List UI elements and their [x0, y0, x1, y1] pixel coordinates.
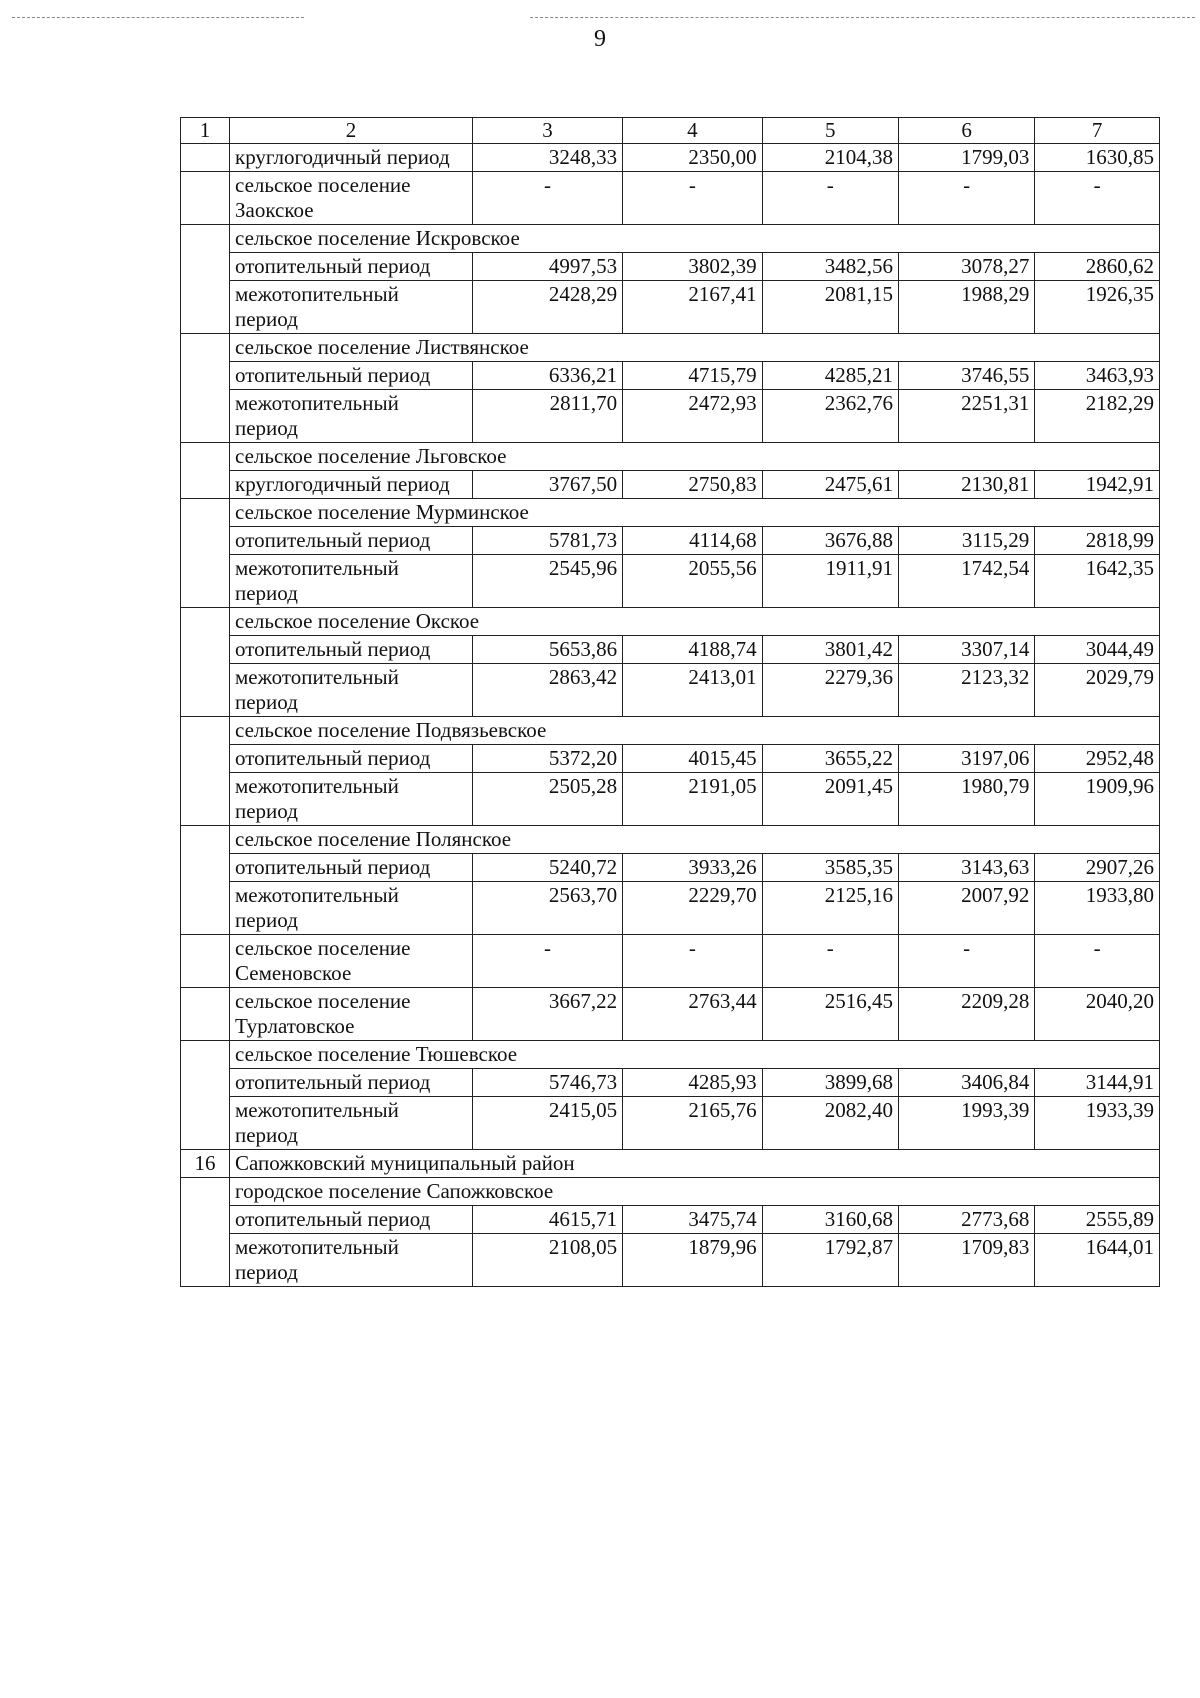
tariff-row: [181, 636, 1160, 664]
value-cell-col6: -: [898, 172, 1034, 225]
settlement-name: сельское поселение Тюшевское: [230, 1041, 1160, 1069]
value-cell-col3: -: [472, 172, 622, 225]
scan-artifact-line-left: [12, 17, 304, 18]
value-cell-col7: 1642,35: [1035, 555, 1160, 608]
value-cell-col3: 3667,22: [472, 988, 622, 1041]
column-number-1: 1: [181, 118, 230, 144]
value-cell-col5: 3655,22: [762, 745, 898, 773]
settlement-header-row: [181, 1041, 1160, 1069]
tariff-row: [181, 144, 1160, 172]
value-cell-col7: -: [1035, 172, 1160, 225]
row-index-cell: [181, 826, 230, 935]
value-cell-col7: 1926,35: [1035, 281, 1160, 334]
value-cell-col7: 2860,62: [1035, 253, 1160, 281]
district-name: Сапожковский муниципальный район: [230, 1150, 1160, 1178]
column-number-header-row: [181, 118, 1160, 144]
value-cell-col5: 2279,36: [762, 664, 898, 717]
value-cell-col5: 2475,61: [762, 471, 898, 499]
settlement-name: сельское поселение Льговское: [230, 443, 1160, 471]
value-cell-col3: 4615,71: [472, 1206, 622, 1234]
value-cell-col4: 2413,01: [623, 664, 763, 717]
district-header-row: [181, 1150, 1160, 1178]
value-cell-col7: 3463,93: [1035, 362, 1160, 390]
settlement-header-row: [181, 826, 1160, 854]
value-cell-col3: 2563,70: [472, 882, 622, 935]
tariff-row: [181, 281, 1160, 334]
row-label: межотопительный период: [230, 882, 473, 935]
value-cell-col3: 5781,73: [472, 527, 622, 555]
value-cell-col4: 2763,44: [623, 988, 763, 1041]
row-index-cell: [181, 443, 230, 499]
value-cell-col6: 1742,54: [898, 555, 1034, 608]
settlement-header-row: [181, 443, 1160, 471]
value-cell-col7: 2040,20: [1035, 988, 1160, 1041]
row-index-cell: [181, 935, 230, 988]
value-cell-col5: 3801,42: [762, 636, 898, 664]
settlement-header-row: [181, 334, 1160, 362]
tariff-row: [181, 555, 1160, 608]
value-cell-col3: 2428,29: [472, 281, 622, 334]
row-label: межотопительный период: [230, 664, 473, 717]
row-label: отопительный период: [230, 636, 473, 664]
settlement-name: сельское поселение Мурминское: [230, 499, 1160, 527]
value-cell-col4: 3475,74: [623, 1206, 763, 1234]
value-cell-col6: 3078,27: [898, 253, 1034, 281]
settlement-name: сельское поселение Окское: [230, 608, 1160, 636]
value-cell-col7: 1933,80: [1035, 882, 1160, 935]
row-index-cell: [181, 1178, 230, 1287]
value-cell-col3: 2415,05: [472, 1097, 622, 1150]
settlement-header-row: [181, 499, 1160, 527]
value-cell-col6: -: [898, 935, 1034, 988]
tariff-row: [181, 362, 1160, 390]
value-cell-col4: 4188,74: [623, 636, 763, 664]
row-label: межотопительный период: [230, 390, 473, 443]
tariff-table: [180, 117, 1160, 1287]
row-label: межотопительный период: [230, 555, 473, 608]
value-cell-col7: 1909,96: [1035, 773, 1160, 826]
value-cell-col5: 1911,91: [762, 555, 898, 608]
value-cell-col3: 5240,72: [472, 854, 622, 882]
value-cell-col7: 2182,29: [1035, 390, 1160, 443]
value-cell-col4: 3802,39: [623, 253, 763, 281]
tariff-table-body: [181, 118, 1160, 1287]
row-label: сельское поселение Семеновское: [230, 935, 473, 988]
value-cell-col6: 2209,28: [898, 988, 1034, 1041]
scan-artifact-line-right: [530, 17, 1195, 18]
row-label: отопительный период: [230, 745, 473, 773]
tariff-row: [181, 773, 1160, 826]
value-cell-col6: 3115,29: [898, 527, 1034, 555]
row-index-cell: [181, 225, 230, 334]
district-index: 16: [181, 1150, 230, 1178]
row-label: отопительный период: [230, 1206, 473, 1234]
value-cell-col6: 1709,83: [898, 1234, 1034, 1287]
value-cell-col5: 2081,15: [762, 281, 898, 334]
value-cell-col4: 4285,93: [623, 1069, 763, 1097]
value-cell-col3: 2108,05: [472, 1234, 622, 1287]
row-label: межотопительный период: [230, 1234, 473, 1287]
value-cell-col5: 3160,68: [762, 1206, 898, 1234]
value-cell-col3: 2505,28: [472, 773, 622, 826]
value-cell-col4: 2191,05: [623, 773, 763, 826]
row-label: круглогодичный период: [230, 144, 473, 172]
row-index-cell: [181, 1041, 230, 1150]
value-cell-col4: 2165,76: [623, 1097, 763, 1150]
row-index-cell: [181, 172, 230, 225]
value-cell-col6: 2251,31: [898, 390, 1034, 443]
value-cell-col5: 3585,35: [762, 854, 898, 882]
value-cell-col4: 4715,79: [623, 362, 763, 390]
row-index-cell: [181, 717, 230, 826]
row-label: сельское поселение Турлатовское: [230, 988, 473, 1041]
value-cell-col3: -: [472, 935, 622, 988]
value-cell-col5: -: [762, 935, 898, 988]
value-cell-col5: 3482,56: [762, 253, 898, 281]
value-cell-col4: 2229,70: [623, 882, 763, 935]
value-cell-col5: -: [762, 172, 898, 225]
value-cell-col3: 4997,53: [472, 253, 622, 281]
value-cell-col4: 4015,45: [623, 745, 763, 773]
row-label: отопительный период: [230, 854, 473, 882]
column-number-3: 3: [472, 118, 622, 144]
row-index-cell: [181, 499, 230, 608]
column-number-6: 6: [898, 118, 1034, 144]
value-cell-col4: 3933,26: [623, 854, 763, 882]
value-cell-col5: 2362,76: [762, 390, 898, 443]
column-number-2: 2: [230, 118, 473, 144]
value-cell-col4: 2472,93: [623, 390, 763, 443]
row-label: отопительный период: [230, 253, 473, 281]
value-cell-col4: -: [623, 172, 763, 225]
value-cell-col7: 1644,01: [1035, 1234, 1160, 1287]
value-cell-col3: 2863,42: [472, 664, 622, 717]
row-index-cell: [181, 334, 230, 443]
row-label: межотопительный период: [230, 1097, 473, 1150]
value-cell-col4: 2350,00: [623, 144, 763, 172]
value-cell-col3: 3767,50: [472, 471, 622, 499]
value-cell-col4: 2167,41: [623, 281, 763, 334]
value-cell-col7: 3044,49: [1035, 636, 1160, 664]
settlement-header-row: [181, 225, 1160, 253]
tariff-row: [181, 390, 1160, 443]
tariff-row: [181, 1069, 1160, 1097]
row-label: круглогодичный период: [230, 471, 473, 499]
value-cell-col3: 2811,70: [472, 390, 622, 443]
value-cell-col7: 2907,26: [1035, 854, 1160, 882]
value-cell-col6: 3746,55: [898, 362, 1034, 390]
value-cell-col5: 2082,40: [762, 1097, 898, 1150]
value-cell-col4: -: [623, 935, 763, 988]
value-cell-col6: 3406,84: [898, 1069, 1034, 1097]
page-number: 9: [594, 26, 606, 52]
value-cell-col7: 2952,48: [1035, 745, 1160, 773]
row-index-cell: [181, 144, 230, 172]
value-cell-col3: 2545,96: [472, 555, 622, 608]
value-cell-col6: 2130,81: [898, 471, 1034, 499]
row-label: межотопительный период: [230, 773, 473, 826]
value-cell-col4: 4114,68: [623, 527, 763, 555]
settlement-header-row: [181, 717, 1160, 745]
value-cell-col6: 1993,39: [898, 1097, 1034, 1150]
value-cell-col3: 5653,86: [472, 636, 622, 664]
value-cell-col3: 5746,73: [472, 1069, 622, 1097]
settlement-name: сельское поселение Листвянское: [230, 334, 1160, 362]
settlement-header-row: [181, 608, 1160, 636]
tariff-row: [181, 471, 1160, 499]
value-cell-col3: 3248,33: [472, 144, 622, 172]
value-cell-col7: 1933,39: [1035, 1097, 1160, 1150]
value-cell-col5: 3899,68: [762, 1069, 898, 1097]
row-index-cell: [181, 608, 230, 717]
value-cell-col7: 1942,91: [1035, 471, 1160, 499]
value-cell-col6: 2123,32: [898, 664, 1034, 717]
value-cell-col6: 1980,79: [898, 773, 1034, 826]
value-cell-col5: 2104,38: [762, 144, 898, 172]
value-cell-col5: 4285,21: [762, 362, 898, 390]
settlement-name: сельское поселение Подвязьевское: [230, 717, 1160, 745]
row-label: отопительный период: [230, 527, 473, 555]
column-number-5: 5: [762, 118, 898, 144]
value-cell-col5: 2125,16: [762, 882, 898, 935]
value-cell-col3: 5372,20: [472, 745, 622, 773]
value-cell-col6: 1799,03: [898, 144, 1034, 172]
value-cell-col5: 3676,88: [762, 527, 898, 555]
value-cell-col5: 1792,87: [762, 1234, 898, 1287]
row-label: межотопительный период: [230, 281, 473, 334]
tariff-row: [181, 1234, 1160, 1287]
row-label: отопительный период: [230, 362, 473, 390]
value-cell-col7: 1630,85: [1035, 144, 1160, 172]
settlement-header-row: [181, 1178, 1160, 1206]
value-cell-col4: 1879,96: [623, 1234, 763, 1287]
value-cell-col6: 3197,06: [898, 745, 1034, 773]
value-cell-col7: 2029,79: [1035, 664, 1160, 717]
tariff-row: [181, 664, 1160, 717]
value-cell-col6: 1988,29: [898, 281, 1034, 334]
column-number-4: 4: [623, 118, 763, 144]
tariff-row: [181, 882, 1160, 935]
value-cell-col4: 2055,56: [623, 555, 763, 608]
row-label: сельское поселение Заокское: [230, 172, 473, 225]
value-cell-col7: -: [1035, 935, 1160, 988]
value-cell-col6: 2773,68: [898, 1206, 1034, 1234]
value-cell-col3: 6336,21: [472, 362, 622, 390]
value-cell-col6: 3307,14: [898, 636, 1034, 664]
tariff-row: [181, 745, 1160, 773]
value-cell-col4: 2750,83: [623, 471, 763, 499]
value-cell-col5: 2091,45: [762, 773, 898, 826]
tariff-row: [181, 988, 1160, 1041]
value-cell-col7: 2818,99: [1035, 527, 1160, 555]
value-cell-col6: 2007,92: [898, 882, 1034, 935]
tariff-row: [181, 1206, 1160, 1234]
value-cell-col7: 2555,89: [1035, 1206, 1160, 1234]
tariff-row: [181, 253, 1160, 281]
column-number-7: 7: [1035, 118, 1160, 144]
settlement-name: городское поселение Сапожковское: [230, 1178, 1160, 1206]
tariff-row: [181, 527, 1160, 555]
tariff-row: [181, 1097, 1160, 1150]
tariff-row: [181, 935, 1160, 988]
row-index-cell: [181, 988, 230, 1041]
value-cell-col5: 2516,45: [762, 988, 898, 1041]
settlement-name: сельское поселение Полянское: [230, 826, 1160, 854]
value-cell-col6: 3143,63: [898, 854, 1034, 882]
tariff-row: [181, 172, 1160, 225]
tariff-row: [181, 854, 1160, 882]
value-cell-col7: 3144,91: [1035, 1069, 1160, 1097]
row-label: отопительный период: [230, 1069, 473, 1097]
settlement-name: сельское поселение Искровское: [230, 225, 1160, 253]
